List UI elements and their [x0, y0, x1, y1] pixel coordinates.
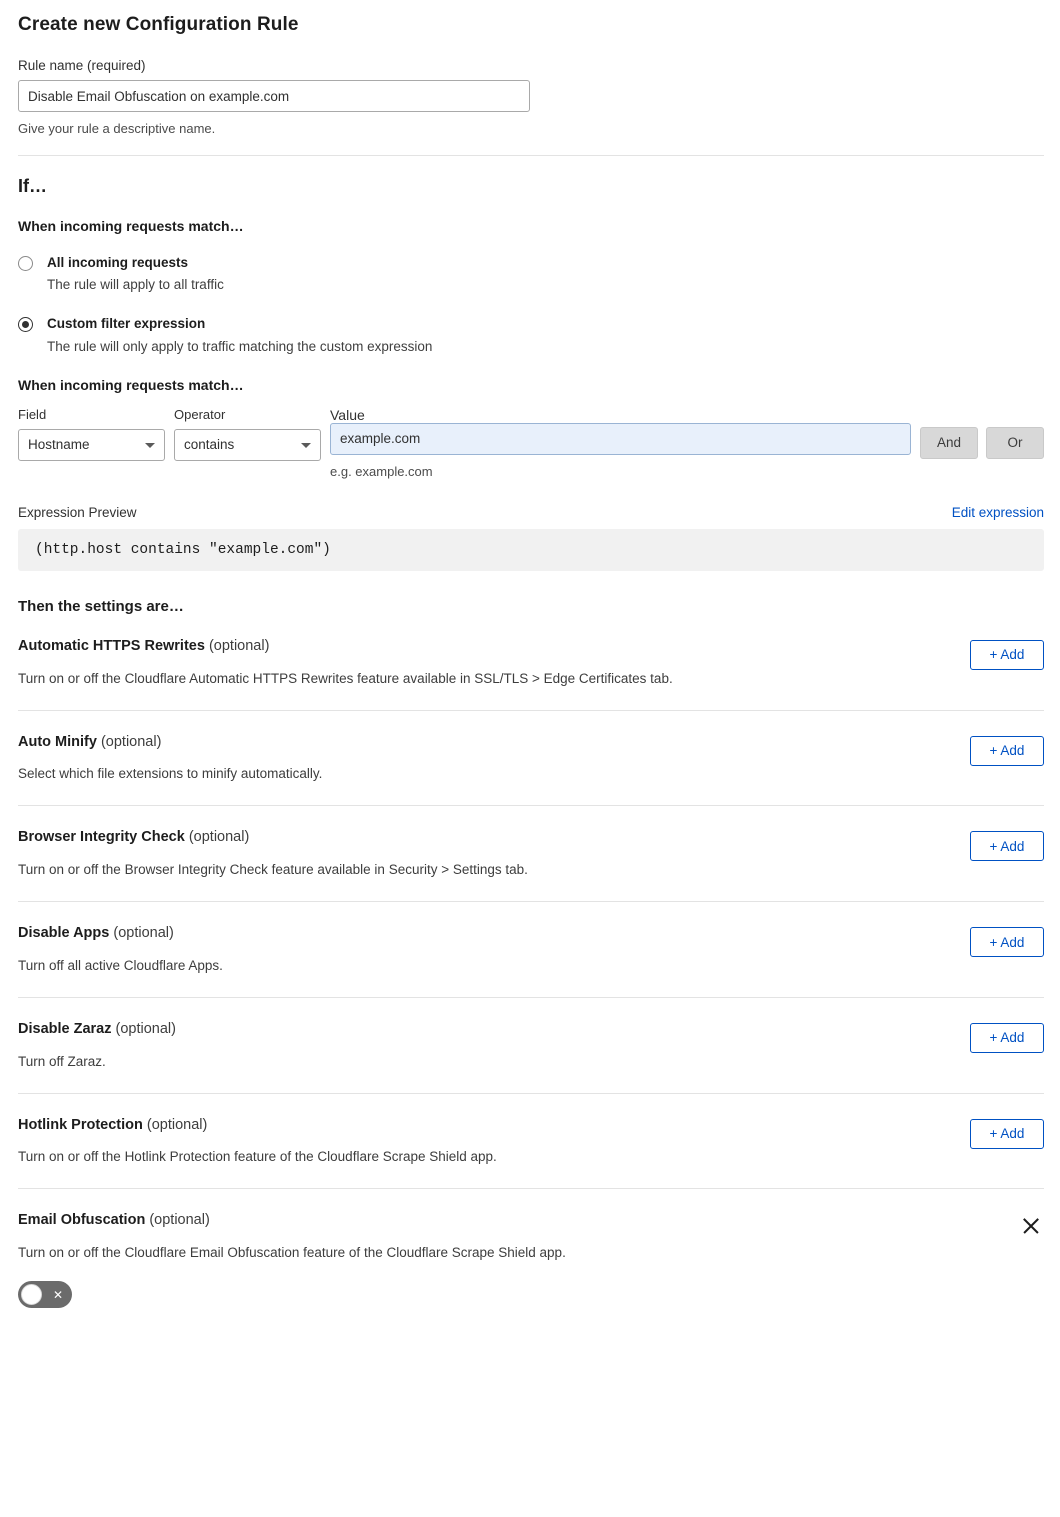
expression-builder — [18, 407, 1044, 479]
setting-row — [18, 998, 1044, 1094]
expression-preview-box: (http.host contains "example.com") — [18, 529, 1044, 571]
add-setting-button[interactable]: + Add — [970, 640, 1044, 670]
setting-row-email-obfuscation — [18, 1189, 1044, 1329]
setting-name: Disable Apps — [18, 925, 110, 942]
field-select-value: Hostname — [28, 437, 90, 453]
edit-expression-link[interactable]: Edit expression — [951, 504, 1044, 520]
setting-optional: (optional) — [115, 1020, 176, 1037]
operator-select[interactable] — [174, 429, 321, 461]
toggle-off-icon: ✕ — [52, 1287, 63, 1302]
setting-title — [18, 1211, 998, 1230]
page-title: Create new Configuration Rule — [18, 14, 299, 35]
setting-title — [18, 733, 950, 752]
and-button[interactable]: And — [920, 427, 978, 459]
value-label: Value — [330, 406, 365, 423]
setting-optional: (optional) — [146, 1116, 208, 1133]
setting-description: Select which file extensions to minify automatically. — [18, 766, 323, 782]
setting-row — [18, 902, 1044, 998]
setting-optional: (optional) — [113, 925, 174, 942]
remove-setting-close-icon[interactable] — [1018, 1213, 1044, 1239]
setting-description: Turn on or off the Cloudflare Automatic HTTPS Rewrites feature available in SSL/TLS > Edge Certificates tab. — [18, 670, 673, 686]
settings-list — [18, 615, 1044, 1329]
add-setting-button[interactable]: + Add — [970, 1119, 1044, 1149]
setting-row — [18, 806, 1044, 902]
setting-optional: (optional) — [208, 637, 270, 654]
field-select[interactable] — [18, 429, 165, 461]
setting-name: Auto Minify — [18, 733, 97, 750]
if-section-title: If… — [18, 176, 47, 196]
then-section-title: Then the settings are… — [18, 597, 184, 615]
divider-top — [18, 155, 1044, 156]
value-hint: e.g. example.com — [330, 463, 433, 479]
rule-name-label: Rule name (required) — [18, 58, 146, 73]
setting-name: Automatic HTTPS Rewrites — [18, 637, 205, 654]
setting-description: Turn off Zaraz. — [18, 1053, 106, 1069]
setting-optional: (optional) — [100, 733, 162, 750]
builder-heading: When incoming requests match… — [18, 376, 244, 393]
match-options — [18, 254, 1044, 356]
value-column — [330, 407, 911, 479]
add-setting-button[interactable]: + Add — [970, 736, 1044, 766]
setting-title — [18, 924, 950, 943]
setting-optional: (optional) — [149, 1212, 210, 1229]
add-setting-button[interactable]: + Add — [970, 831, 1044, 861]
setting-name: Email Obfuscation — [18, 1212, 146, 1229]
operator-label: Operator — [174, 406, 226, 422]
toggle-knob — [21, 1284, 42, 1305]
radio-icon-unchecked[interactable] — [18, 256, 33, 271]
value-input[interactable] — [330, 423, 911, 455]
radio-label-all-incoming-requests: All incoming requests — [47, 255, 189, 270]
radio-label-custom-filter-expression: Custom filter expression — [47, 316, 206, 332]
rule-name-group — [18, 58, 1044, 136]
setting-title — [18, 828, 950, 847]
setting-description: Turn on or off the Browser Integrity Check feature available in Security > Settings tab. — [18, 862, 528, 878]
setting-row — [18, 711, 1044, 807]
setting-name: Disable Zaraz — [18, 1020, 112, 1037]
radio-desc-custom-filter-expression: The rule will only apply to traffic matching the custom expression — [47, 338, 433, 354]
setting-name: Hotlink Protection — [18, 1116, 143, 1133]
expression-preview-label: Expression Preview — [18, 504, 137, 520]
setting-row — [18, 615, 1044, 711]
match-heading: When incoming requests match… — [18, 218, 244, 234]
setting-description: Turn on or off the Cloudflare Email Obfuscation feature of the Cloudflare Scrape Shield app. — [18, 1245, 566, 1261]
radio-all-incoming-requests[interactable] — [18, 254, 1044, 294]
chevron-down-icon — [145, 443, 155, 448]
rule-name-input[interactable] — [18, 80, 530, 112]
field-label: Field — [18, 406, 47, 422]
radio-desc-all-incoming-requests: The rule will apply to all traffic — [47, 277, 224, 293]
field-column — [18, 407, 165, 461]
expression-preview-header — [18, 505, 1044, 520]
add-setting-button[interactable]: + Add — [970, 927, 1044, 957]
setting-title — [18, 1020, 950, 1039]
email-obfuscation-toggle[interactable] — [18, 1281, 72, 1308]
radio-icon-checked[interactable] — [18, 317, 33, 332]
chevron-down-icon — [301, 443, 311, 448]
operator-select-value: contains — [184, 437, 235, 453]
setting-name: Browser Integrity Check — [18, 829, 185, 846]
setting-row — [18, 1094, 1044, 1190]
add-setting-button[interactable]: + Add — [970, 1023, 1044, 1053]
radio-custom-filter-expression[interactable] — [18, 315, 1044, 355]
setting-title — [18, 1116, 950, 1135]
setting-description: Turn on or off the Hotlink Protection feature of the Cloudflare Scrape Shield app. — [18, 1149, 497, 1165]
operator-column — [174, 407, 321, 461]
rule-name-help: Give your rule a descriptive name. — [18, 121, 216, 136]
setting-optional: (optional) — [188, 829, 250, 846]
setting-description: Turn off all active Cloudflare Apps. — [18, 957, 223, 973]
or-button[interactable]: Or — [986, 427, 1044, 459]
setting-title — [18, 637, 950, 656]
